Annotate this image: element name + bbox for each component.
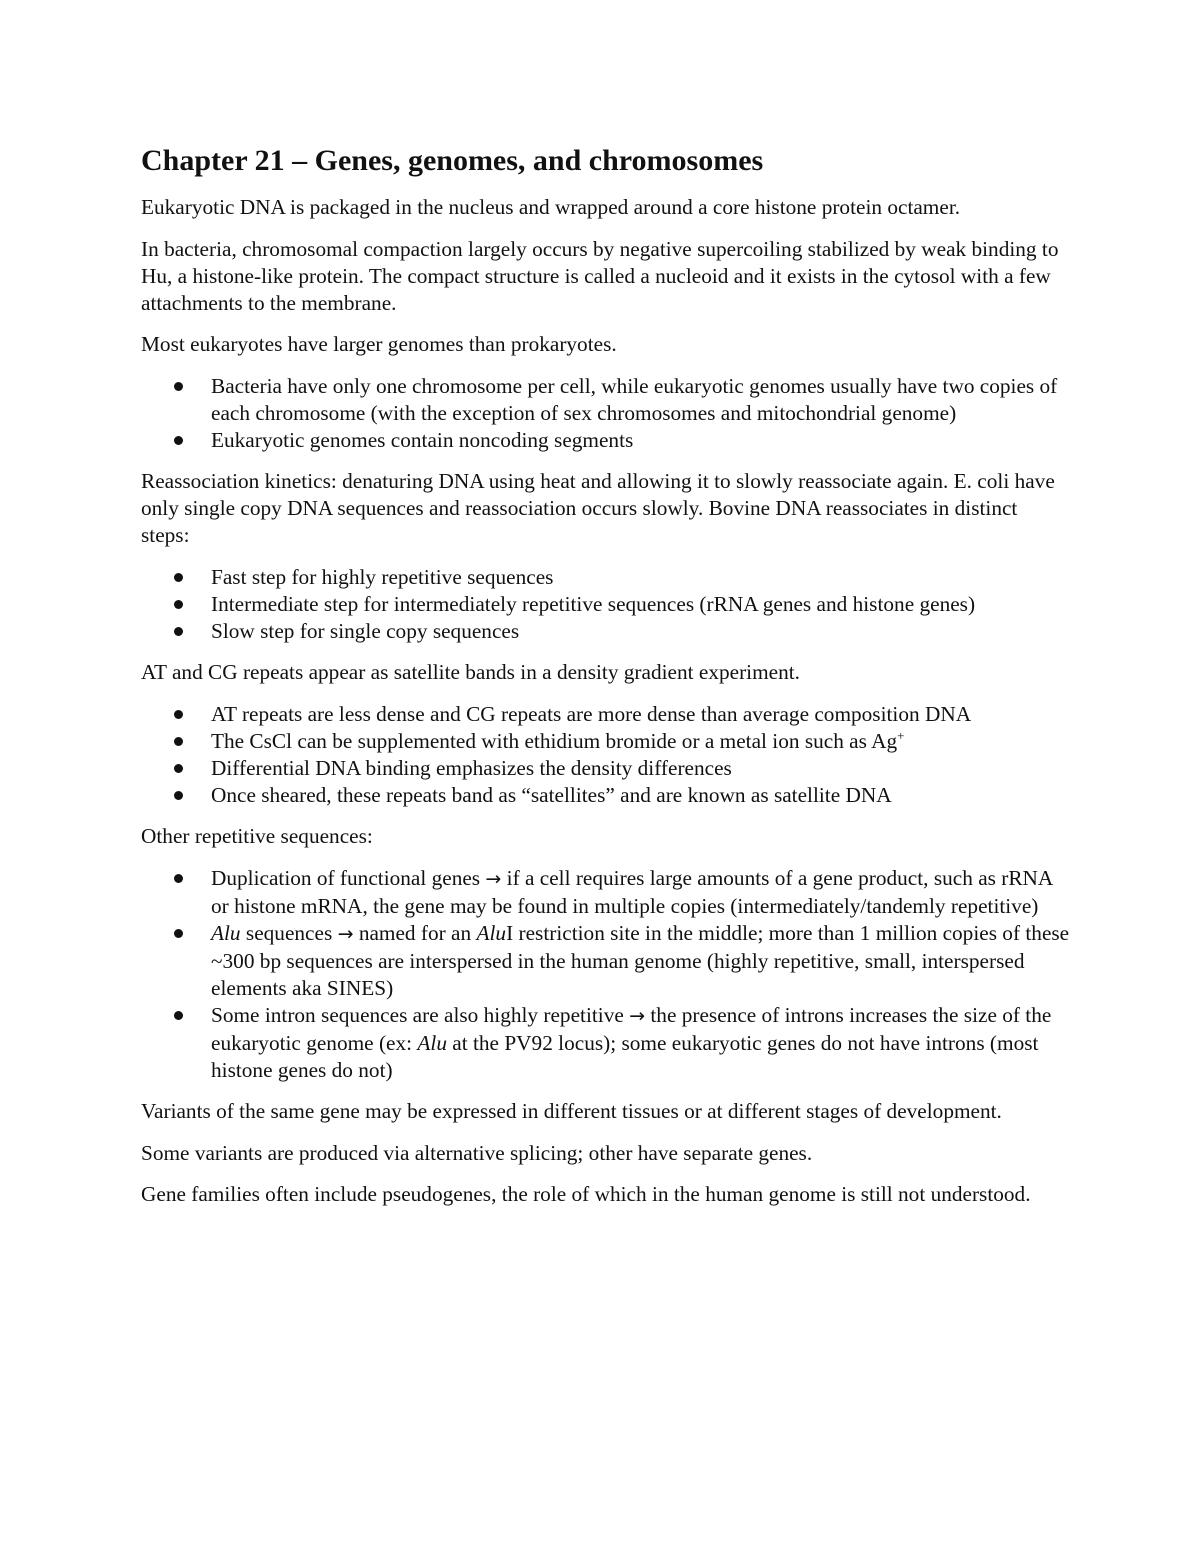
list-item: Intermediate step for intermediately repetitive sequences (rRNA genes and histone genes) [141, 591, 1071, 618]
list-satellite-dna [141, 701, 1071, 809]
list-item: Duplication of functional genes → if a cell requires large amounts of a gene product, such as rRNA or histone mRNA, the gene may be found in multiple copies (intermediately/tandemly repetitive) [141, 865, 1071, 920]
paragraph-satellite-bands: AT and CG repeats appear as satellite bands in a density gradient experiment. [141, 660, 801, 684]
bullet-icon [174, 929, 183, 938]
list-repetitive-sequences [141, 865, 1071, 1084]
list-genome-differences [141, 373, 1071, 454]
list-item: The CsCl can be supplemented with ethidium bromide or a metal ion such as Ag+ [141, 728, 1071, 755]
paragraph-eukaryotic-dna: Eukaryotic DNA is packaged in the nucleus and wrapped around a core histone protein octamer. [141, 195, 961, 219]
bullet-icon [174, 600, 183, 609]
paragraph-gene-variants: Variants of the same gene may be expressed in different tissues or at different stages of development. [141, 1099, 1002, 1123]
bullet-icon [174, 436, 183, 445]
list-item: Eukaryotic genomes contain noncoding segments [141, 427, 1071, 454]
list-item: Once sheared, these repeats band as “satellites” and are known as satellite DNA [141, 782, 1071, 809]
paragraph-alternative-splicing: Some variants are produced via alternative splicing; other have separate genes. [141, 1140, 813, 1165]
page-title: Chapter 21 – Genes, genomes, and chromosomes [141, 144, 764, 177]
bullet-icon [174, 874, 183, 883]
bullet-icon [174, 710, 183, 719]
list-item: Some intron sequences are also highly repetitive → the presence of introns increases the size of the eukaryotic genome (ex: Alu at the PV92 locus); some eukaryotic genes do not have introns (most histone genes do not) [141, 1002, 1071, 1084]
paragraph-pseudogenes: Gene families often include pseudogenes, the role of which in the human genome is still not understood. [141, 1182, 1031, 1206]
list-item: Alu sequences → named for an AluI restriction site in the middle; more than 1 million copies of these ~300 bp sequences are interspersed in the human genome (highly repetitive, small, interspersed elements aka SINES) [141, 920, 1071, 1002]
list-item: Differential DNA binding emphasizes the density differences [141, 755, 1071, 782]
paragraph-bacteria-compaction: In bacteria, chromosomal compaction largely occurs by negative supercoiling stabilized by weak binding to Hu, a histone-like protein. The compact structure is called a nucleoid and it exists in the cytosol with a few attachments to the membrane. [141, 236, 1059, 315]
bullet-icon [174, 764, 183, 773]
bullet-icon [174, 627, 183, 636]
bullet-icon [174, 573, 183, 582]
right-arrow-icon: → [337, 922, 354, 945]
list-reassociation-steps [141, 564, 1071, 645]
bullet-icon [174, 791, 183, 800]
paragraph-reassociation: Reassociation kinetics: denaturing DNA using heat and allowing it to slowly reassociate again. E. coli have only single copy DNA sequences and reassociation occurs slowly. Bovine DNA reassociates in distinct steps: [141, 469, 1055, 547]
superscript-plus: + [897, 727, 905, 743]
list-item: AT repeats are less dense and CG repeats are more dense than average composition DNA [141, 701, 1071, 728]
list-item: Bacteria have only one chromosome per cell, while eukaryotic genomes usually have two copies of each chromosome (with the exception of sex chromosomes and mitochondrial genome) [141, 373, 1071, 427]
paragraph-genome-size: Most eukaryotes have larger genomes than prokaryotes. [141, 332, 617, 356]
bullet-icon [174, 1011, 183, 1020]
right-arrow-icon: → [485, 867, 502, 890]
right-arrow-icon: → [629, 1004, 646, 1027]
bullet-icon [174, 737, 183, 746]
document-page [141, 142, 1071, 1223]
paragraph-other-repetitive: Other repetitive sequences: [141, 824, 373, 848]
list-item: Fast step for highly repetitive sequences [141, 564, 1071, 591]
list-item: Slow step for single copy sequences [141, 618, 1071, 645]
bullet-icon [174, 382, 183, 391]
